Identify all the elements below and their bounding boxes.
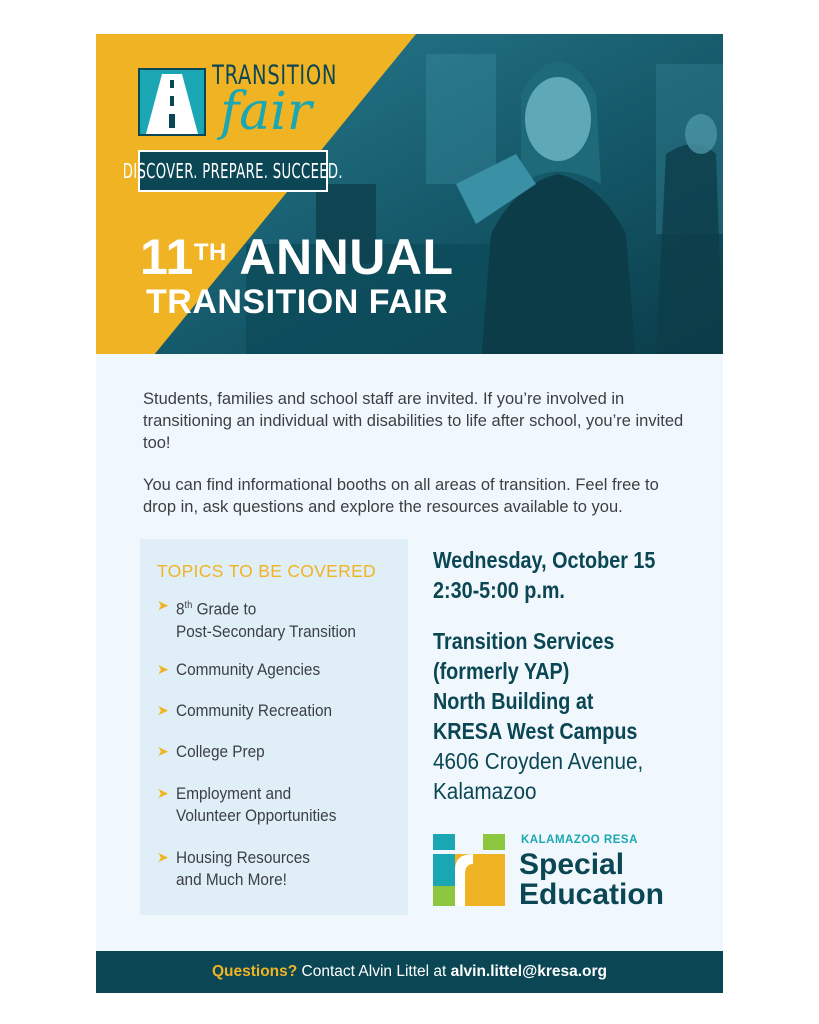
- event-date: Wednesday, October 15: [433, 547, 656, 573]
- headline-suffix: TH: [193, 239, 227, 266]
- hero-banner: [96, 34, 723, 354]
- topics-title: TOPICS TO BE COVERED: [157, 561, 376, 581]
- topic-text: Community Agencies: [176, 661, 321, 679]
- topic-item: [157, 700, 402, 722]
- contact-email-link[interactable]: alvin.littel@kresa.org: [450, 963, 608, 980]
- brand-org: KALAMAZOO RESA: [521, 834, 638, 846]
- chevron-right-icon: ➤: [157, 849, 169, 865]
- kresa-logo-icon: [433, 834, 505, 906]
- chevron-right-icon: ➤: [157, 702, 169, 718]
- topic-text: Community Recreation: [176, 702, 333, 720]
- topic-item: [157, 595, 402, 643]
- headline-line2: TRANSITION FAIR: [146, 283, 449, 321]
- flyer: [96, 34, 723, 993]
- topic-item: [157, 847, 402, 891]
- footer-bar: [96, 951, 723, 993]
- intro-paragraph-2: You can find informational booths on all areas of transition. Feel free to drop in, ask questions and explore the resources available to you.: [143, 476, 659, 516]
- logo-word-transition: TRANSITION: [212, 60, 338, 91]
- road-icon: [138, 68, 206, 136]
- venue-line: North Building at: [433, 688, 594, 714]
- topic-text: 8th Grade to Post-Secondary Transition: [176, 600, 356, 641]
- topics-panel: [140, 539, 408, 915]
- chevron-right-icon: ➤: [157, 661, 169, 677]
- address-line: 4606 Croyden Avenue,: [433, 748, 644, 774]
- event-time: 2:30-5:00 p.m.: [433, 577, 565, 603]
- topic-text: Housing Resources and Much More!: [176, 849, 310, 889]
- event-venue: [433, 626, 713, 806]
- topic-item: [157, 783, 402, 827]
- topic-text: Employment and Volunteer Opportunities: [176, 785, 337, 825]
- intro-paragraph-1: Students, families and school staff are invited. If you’re involved in transitioning an individual with disabilities to life after school, you’re invited too!: [143, 390, 684, 452]
- address-line: Kalamazoo: [433, 778, 537, 804]
- logo-word-fair: fair: [220, 82, 312, 142]
- venue-line: KRESA West Campus: [433, 718, 638, 744]
- headline-line1: [140, 231, 454, 283]
- chevron-right-icon: ➤: [157, 785, 169, 801]
- venue-line: Transition Services: [433, 628, 615, 654]
- chevron-right-icon: ➤: [157, 743, 169, 759]
- event-datetime: [433, 545, 713, 605]
- topic-item: [157, 741, 402, 763]
- chevron-right-icon: ➤: [157, 597, 169, 613]
- topic-text: College Prep: [176, 743, 265, 761]
- headline-number: 11: [140, 229, 194, 285]
- headline-word: ANNUAL: [239, 229, 454, 285]
- topic-item: [157, 659, 402, 681]
- brand-line-1: Special: [519, 848, 625, 881]
- footer-contact: Contact Alvin Littel at: [297, 963, 451, 980]
- tagline: DISCOVER. PREPARE. SUCCEED.: [122, 159, 344, 183]
- brand-line-2: Education: [519, 878, 665, 911]
- tagline-box: [122, 150, 344, 192]
- footer-question: Questions?: [211, 963, 298, 980]
- venue-line: (formerly YAP): [433, 658, 570, 684]
